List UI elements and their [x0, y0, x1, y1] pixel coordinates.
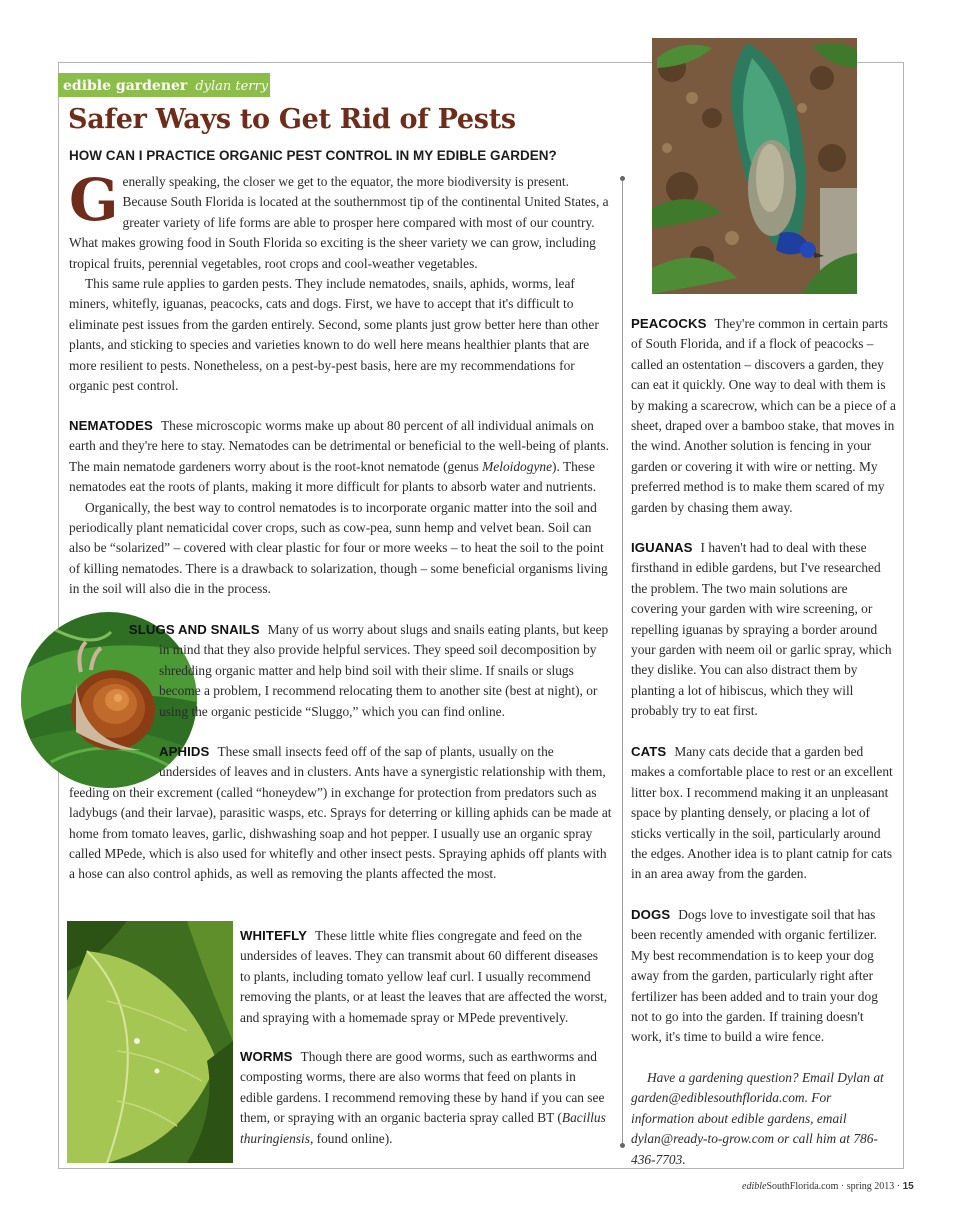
peacocks-section — [631, 314, 897, 518]
whitefly-section — [240, 926, 610, 1028]
page-number: 15 — [902, 1181, 914, 1192]
cats-heading: CATS — [631, 744, 667, 759]
intro-paragraph-1: enerally speaking, the closer we get to the equator, the more biodiversity is present. Because South Florida is located at the southernmost tip of the continental United States, a greater variety of life forms are able to prosper here compared with most of our country. What makes growing food in South Florida so exciting is the sheer variety we can grow, including tropical fruits, perennial vegetables, root crops and cool-weather vegetables. — [69, 174, 609, 271]
page-title: Safer Ways to Get Rid of Pests — [68, 104, 516, 135]
kicker-section: edible gardener — [63, 78, 188, 94]
slugs-aphids-section — [69, 620, 613, 885]
slugs-text: Many of us worry about slugs and snails eating plants, but keep in mind that they also provide helpful services. They speed soil decomposition by shredding organic matter and help bind soil with their slime. If snails or slugs become a problem, I recommend relocating them to another site (best at night), or using the organic pesticide “Sluggo,” which you can find online. — [159, 622, 609, 719]
nematodes-text-a: These microscopic worms make up about 80 percent of all individual animals on earth and they're here to stay. Nematodes can be detrimental or beneficial to the well-being of plants. The main nematode gardeners worry about is the root-knot nematode (genus — [69, 418, 609, 474]
peacocks-text: They're common in certain parts of South Florida, and if a flock of peacocks – called an ostentation – discovers a garden, they can eat it quickly. One way to deal with them is by making a scarecrow, which can be a piece of a sheet, draped over a bamboo stake, that moves in the wind. Another solution is fencing in your garden or covering it with wire or netting. My preferred method is to make them scared of my garden by chasing them away. — [631, 316, 896, 515]
cats-text: Many cats decide that a garden bed makes a comfortable place to rest or an excellent litter box. I recommend making it an unpleasant space by planting densely, or placing a lot of sticks vertically in the soil, particularly around the edges. Another idea is to plant catnip for cats in an area away from the garden. — [631, 744, 893, 882]
cats-section — [631, 742, 897, 885]
article-question: HOW CAN I PRACTICE ORGANIC PEST CONTROL IN MY EDIBLE GARDEN? — [69, 148, 557, 163]
footer-brand-italic: edible — [742, 1181, 767, 1192]
worms-text-a: Though there are good worms, such as earthworms and composting worms, there are also worms that feed on plants in edible gardens. I recommend removing these by hand if you can see them, or spraying with an organic bacteria spray called BT ( — [240, 1049, 605, 1126]
worms-text-b: , found online). — [309, 1130, 393, 1146]
nematodes-heading: NEMATODES — [69, 418, 153, 433]
nematodes-genus: Meloidogyne — [482, 458, 553, 474]
column-divider-cap-bottom — [620, 1143, 625, 1148]
worms-species: Bacillus thuringiensis — [240, 1110, 606, 1146]
peacock-photo — [652, 38, 857, 294]
nematodes-text-b: ). These nematodes eat the roots of plants, making it more difficult for plants to absorb water and nutrients. — [69, 458, 597, 495]
column-divider-cap-top — [620, 176, 625, 181]
kicker-author: dylan terry — [195, 79, 269, 94]
nematodes-paragraph-2: Organically, the best way to control nematodes is to incorporate organic matter into the soil and periodically plant nematicidal cover crops, such as cow-pea, sunn hemp and velvet bean. Soil can also be “solarized” – covered with clear plastic for four or more weeks – to heat the soil to the point of killing nematodes. There is a drawback to solarization, though – some beneficial organisms living in the soil will also die in the process. — [69, 499, 608, 597]
leaf-photo — [67, 921, 233, 1163]
worms-heading: WORMS — [240, 1049, 293, 1064]
dropcap: G — [69, 166, 119, 234]
footer-issue: · spring 2013 · — [838, 1181, 903, 1192]
aphids-heading: APHIDS — [159, 744, 210, 760]
signoff-text: Have a gardening question? Email Dylan at garden@ediblesouthflorida.com. For information about edible gardens, email dylan@ready-to-grow.com or call him at 786-436-7703. — [631, 1070, 884, 1167]
intro-paragraph-2: This same rule applies to garden pests. They include nematodes, snails, aphids, worms, leaf miners, whitefly, iguanas, peacocks, cats and dogs. First, we have to accept that it's difficult to eliminate pest issues from the garden entirely. Second, some plants just grow better here than other plants, and sticking to species and varieties known to do well here means healthier plants that are more resilient to pests. Nonetheless, on a pest-by-pest basis, here are my recommendations for organic pest control. — [69, 276, 599, 394]
dogs-heading: DOGS — [631, 907, 671, 922]
section-kicker — [58, 73, 270, 97]
aphids-text: These small insects feed off of the sap of plants, usually on the undersides of leaves and in clusters. Ants have a synergistic relationship with them, feeding on their excrement (called “honeydew”) in exchange for protection from predators such as ladybugs (and their larvae), parasitic wasps, etc. Sprays for deterring or killing aphids can be made at home from tomato leaves, garlic, dishwashing soap and hot pepper. I usually use an organic spray called MPede, which is also used for whitefly and other insect pests. Spraying aphids off plants with a hose can also control aphids, as well as removing the plants affected the most. — [69, 744, 612, 882]
iguanas-text: I haven't had to deal with these firsthand in edible gardens, but I've researched the problem. The two main solutions are covering your garden with wire screening, or repelling iguanas by spraying a border around your garden with neem oil or garlic spray, which they dislike. You can also distract them by planting a lot of hibiscus, which they will probably try to eat first. — [631, 540, 892, 719]
dogs-text: Dogs love to investigate soil that has been recently amended with organic fertilizer. My best recommendation is to keep your dog away from the garden, particularly right after fertilizer has been added and to train your dog not to go into the garden. If training doesn't work, it's time to build a wire fence. — [631, 907, 878, 1045]
page-footer — [742, 1181, 914, 1192]
iguanas-heading: IGUANAS — [631, 540, 693, 555]
intro-section — [69, 166, 609, 396]
footer-brand-rest: SouthFlorida.com — [766, 1181, 839, 1192]
whitefly-text: These little white flies congregate and feed on the undersides of leaves. They can transmit about 60 different diseases to plants, including tomato yellow leaf curl. I usually recommend removing the plants, or at least the leaves that are affected the worst, and spraying with a homemade spray or MPede preventively. — [240, 928, 608, 1025]
author-signoff — [631, 1068, 897, 1170]
iguanas-section — [631, 538, 897, 722]
column-divider — [622, 178, 623, 1146]
whitefly-heading: WHITEFLY — [240, 928, 307, 943]
dogs-section — [631, 905, 897, 1048]
slugs-heading: SLUGS AND SNAILS — [128, 622, 260, 637]
nematodes-section — [69, 416, 609, 600]
peacocks-heading: PEACOCKS — [631, 316, 707, 331]
worms-section — [240, 1047, 610, 1149]
